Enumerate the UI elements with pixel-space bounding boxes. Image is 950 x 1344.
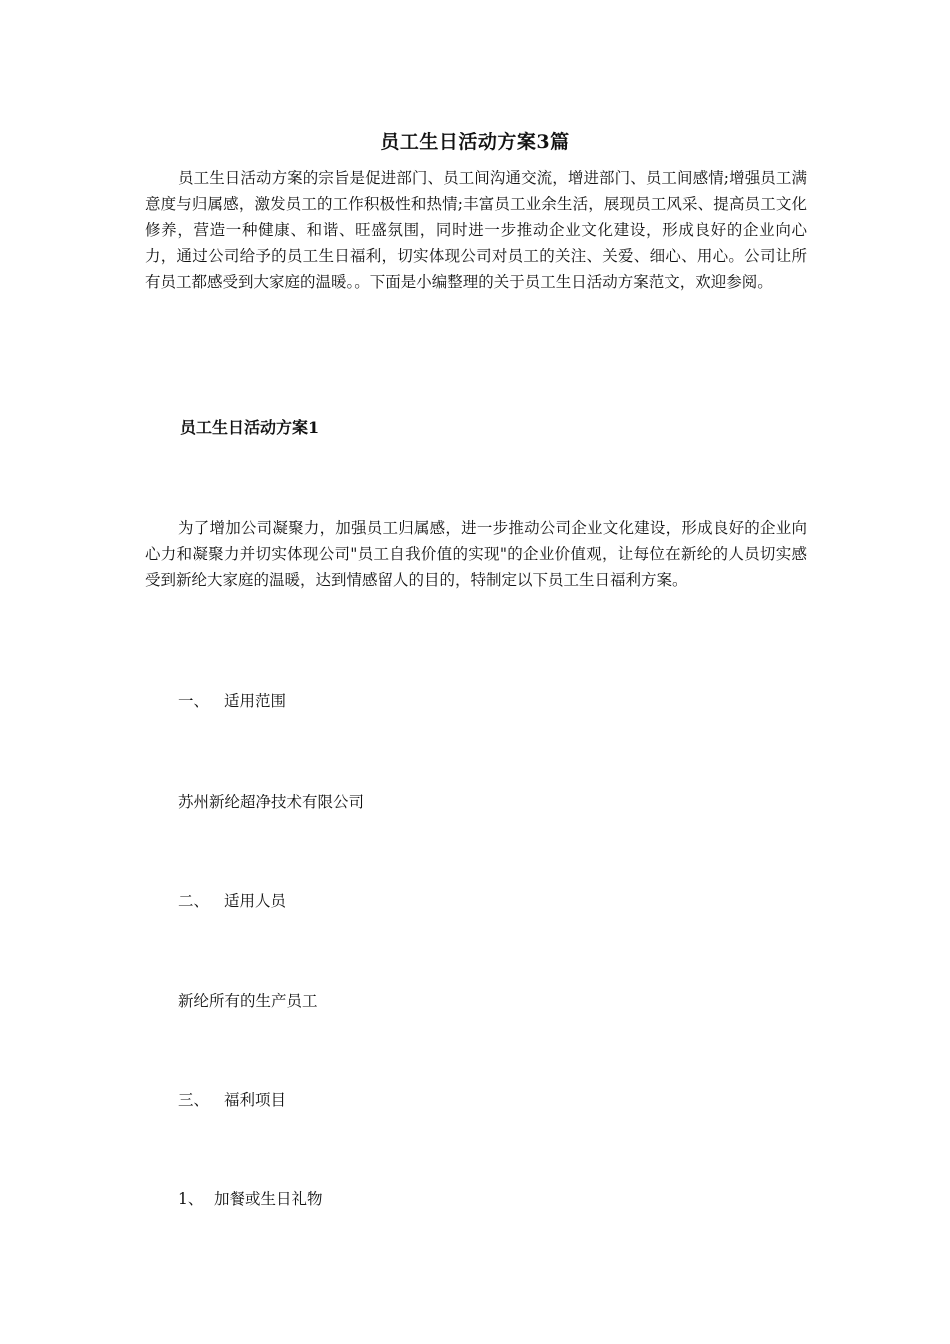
list-text: 苏州新纶超净技术有限公司 bbox=[178, 793, 365, 811]
document-title: 员工生日活动方案3篇 bbox=[380, 131, 570, 153]
intro-paragraph: 员工生日活动方案的宗旨是促进部门、员工间沟通交流，增进部门、员工间感情;增强员工满意度与归属感，激发员工的工作积极性和热情;丰富员工业余生活，展现员工风采、提高员工文化修养，营造一种健康、和谐、旺盛氛围，同时进一步推动企业文化建设，形成良好的企业向心力，通过公司给予的员工生日福利，切实体现公司对员工的关注、关爱、细心、用心。公司让所有员工都感受到大家庭的温暖。。下面是小编整理的关于员工生日活动方案范文，欢迎参阅。 bbox=[145, 169, 807, 291]
list-text: 适用范围 bbox=[224, 692, 287, 710]
list-number: 1、 bbox=[178, 1190, 204, 1208]
section-body-paragraph: 为了增加公司凝聚力，加强员工归属感，进一步推动公司企业文化建设，形成良好的企业向心力和凝聚力并切实体现公司"员工自我价值的实现"的企业价值观，让每位在新纶的人员切实感受到新纶大家庭的温暖，达到情感留人的目的，特制定以下员工生日福利方案。 bbox=[145, 519, 807, 589]
list-item-company bbox=[178, 789, 364, 815]
list-text: 福利项目 bbox=[224, 1091, 287, 1109]
list-item-employees bbox=[178, 988, 318, 1014]
list-item-personnel-heading bbox=[178, 888, 286, 914]
list-item-meal-gift bbox=[178, 1186, 323, 1212]
list-item-scope-heading bbox=[178, 688, 286, 714]
list-item-benefits-heading bbox=[178, 1087, 286, 1113]
list-number: 三、 bbox=[178, 1091, 210, 1109]
list-text: 加餐或生日礼物 bbox=[214, 1190, 323, 1208]
list-text: 新纶所有的生产员工 bbox=[178, 992, 318, 1010]
list-number: 二、 bbox=[178, 892, 210, 910]
list-text: 适用人员 bbox=[224, 892, 287, 910]
section-heading: 员工生日活动方案1 bbox=[180, 418, 320, 437]
list-number: 一、 bbox=[178, 692, 210, 710]
